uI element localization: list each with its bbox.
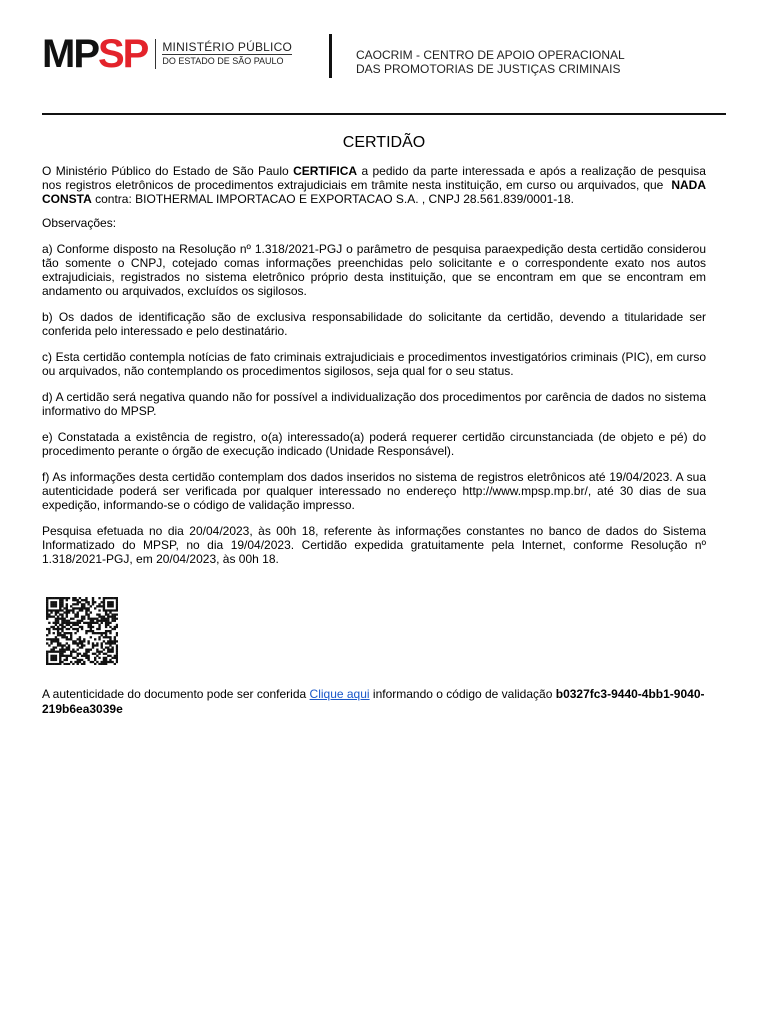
mpsp-logo — [42, 34, 292, 74]
footer-prefix: A autenticidade do documento pode ser conferida — [42, 687, 307, 701]
verify-link[interactable]: Clique aqui — [309, 687, 370, 701]
qr-code-graphic — [46, 597, 118, 665]
certifica-text: CERTIFICA — [293, 164, 358, 178]
logo-sp-text: SP — [98, 32, 148, 76]
observation-f: f) As informações desta certidão contemplam dos dados inseridos no sistema de registros eletrônicos até 19/04/2023. A sua autenticidade poderá ser verificada por qualquer interessado no endereço http://www.mpsp.mp.br/, até 30 dias de sua expedição, informando-se o código de validação impresso. — [42, 470, 706, 512]
logo-caption — [162, 41, 292, 67]
intro-part3: contra: BIOTHERMAL IMPORTACAO E EXPORTACAO S.A. , CNPJ 28.561.839/0001-18. — [95, 192, 574, 206]
validation-code: b0327fc3-9440-4bb1-9040-219b6ea3039e — [42, 687, 705, 716]
header-divider — [329, 34, 332, 78]
qr-code-icon — [46, 597, 118, 665]
intro-part2: a pedido da parte interessada e após a realização de pesquisa nos registros eletrônicos de procedimentos extrajudiciais em trâmite nesta instituição, em curso ou arquivados, que — [42, 164, 706, 192]
observation-a: a) Conforme disposto na Resolução nº 1.318/2021-PGJ o parâmetro de pesquisa paraexpedição desta certidão considerou tão somente o CNPJ, cotejado comas informações preenchidas pelo solicitante e o correspondente exato nos autos extrajudiciais, registrados no sistema eletrônico próprio desta instituição, que se encontram em que se encontram em andamento ou arquivados, excluídos os sigilosos. — [42, 242, 706, 298]
organization-line2: DAS PROMOTORIAS DE JUSTIÇAS CRIMINAIS — [356, 62, 621, 76]
nada-consta-text: NADA CONSTA — [42, 178, 706, 206]
logo-divider — [155, 39, 156, 69]
footer-middle: informando o código de validação — [372, 687, 553, 701]
pesquisa-paragraph: Pesquisa efetuada no dia 20/04/2023, às 00h 18, referente às informações constantes no banco de dados do Sistema Informatizado do MPSP, no dia 19/04/2023. Certidão expedida gratuitamente pela Internet, conforme Resolução nº 1.318/2021-PGJ, em 20/04/2023, às 00h 18. — [42, 524, 706, 566]
intro-paragraph — [42, 164, 706, 206]
intro-part1: O Ministério Público do Estado de São Paulo — [42, 164, 289, 178]
document-title: CERTIDÃO — [342, 134, 426, 151]
observation-c: c) Esta certidão contempla notícias de fato criminais extrajudiciais e procedimentos investigatórios criminais (PIC), em curso ou arquivados, não contemplando os procedimentos sigilosos, seja qual for o seu status. — [42, 350, 706, 378]
logo-mp-text: MP — [42, 32, 98, 76]
observation-d: d) A certidão será negativa quando não for possível a individualização dos procedimentos por carência de dados no sistema informativo do MPSP. — [42, 390, 706, 418]
observacoes-label: Observações: — [42, 216, 117, 230]
logo-caption-line1: MINISTÉRIO PÚBLICO — [162, 40, 292, 54]
observation-e: e) Constatada a existência de registro, o(a) interessado(a) poderá requerer certidão circunstanciada (de objeto e pé) do procedimento perante o órgão de execução indicado (Unidade Responsável). — [42, 430, 706, 458]
organization-line1: CAOCRIM - CENTRO DE APOIO OPERACIONAL — [356, 48, 625, 62]
validation-footer — [42, 687, 714, 717]
header-rule — [42, 113, 726, 115]
logo-caption-line2: DO ESTADO DE SÃO PAULO — [162, 54, 292, 67]
organization-name — [356, 48, 625, 76]
certificate-body — [42, 164, 706, 578]
observation-b: b) Os dados de identificação são de exclusiva responsabilidade do solicitante da certidão, devendo a titularidade ser conferida pelo interessado e pelo destinatário. — [42, 310, 706, 338]
document-header — [42, 30, 726, 90]
